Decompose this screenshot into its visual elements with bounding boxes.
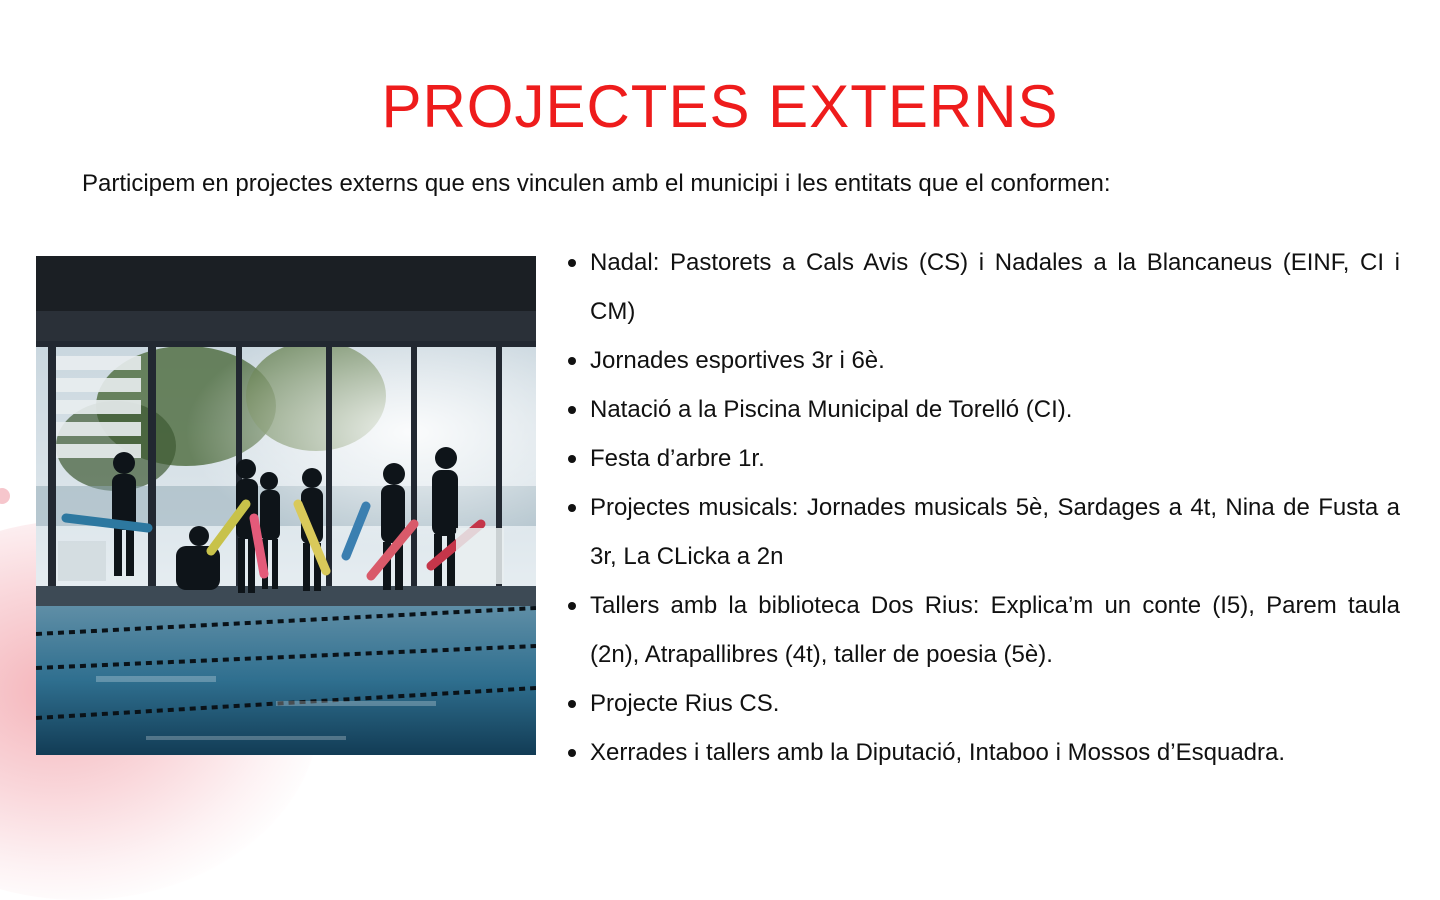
slide-intro: Participem en projectes externs que ens vinculen amb el municipi i les entitats que el conformen: bbox=[82, 170, 1111, 197]
list-item: Projectes musicals: Jornades musicals 5è, Sardages a 4t, Nina de Fusta a 3r, La CLicka a 2n bbox=[566, 483, 1400, 581]
list-item: Natació a la Piscina Municipal de Torelló (CI). bbox=[566, 385, 1400, 434]
list-item: Projecte Rius CS. bbox=[566, 679, 1400, 728]
list-item: Festa d’arbre 1r. bbox=[566, 434, 1400, 483]
list-item: Jornades esportives 3r i 6è. bbox=[566, 336, 1400, 385]
list-item: Nadal: Pastorets a Cals Avis (CS) i Nadales a la Blancaneus (EINF, CI i CM) bbox=[566, 238, 1400, 336]
slide-title: PROJECTES EXTERNS bbox=[381, 73, 1059, 140]
children-at-indoor-pool-icon bbox=[36, 256, 536, 755]
watercolor-dot-decoration bbox=[0, 488, 10, 504]
list-item: Tallers amb la biblioteca Dos Rius: Explica’m un conte (I5), Parem taula (2n), Atrapallibres (4t), taller de poesia (5è). bbox=[566, 581, 1400, 679]
list-item: Xerrades i tallers amb la Diputació, Intaboo i Mossos d’Esquadra. bbox=[566, 728, 1400, 777]
projects-list bbox=[566, 238, 1400, 777]
pool-photo bbox=[36, 256, 536, 755]
